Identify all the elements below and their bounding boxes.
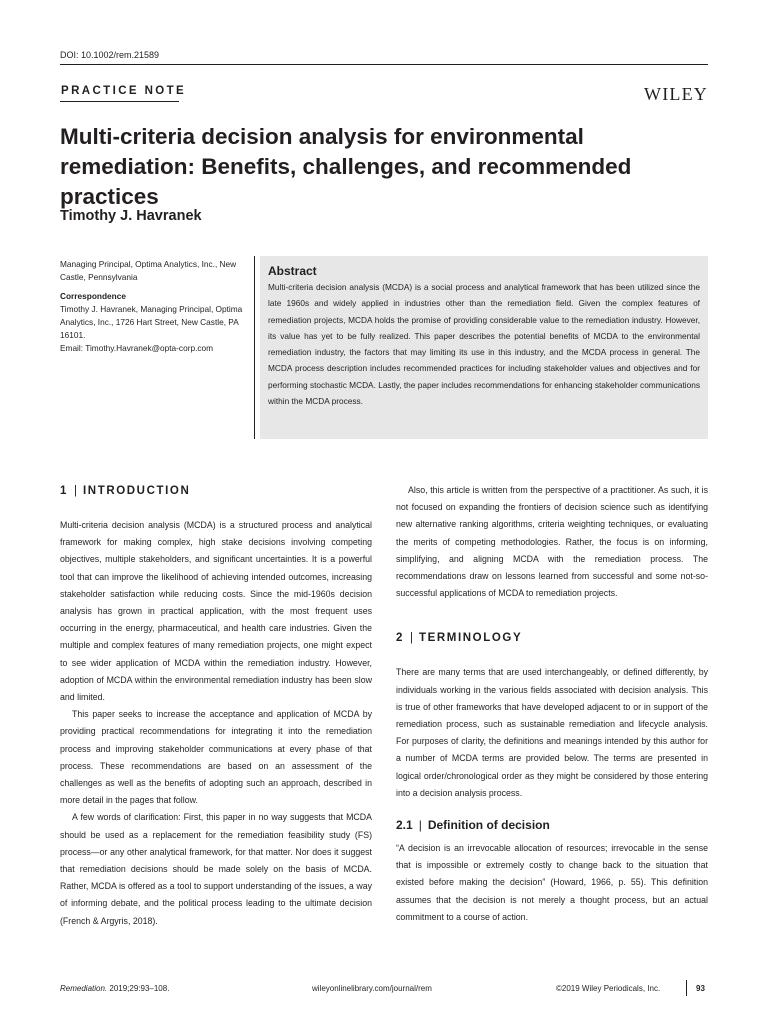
header-rule xyxy=(60,64,708,65)
correspondence-email: Email: Timothy.Havranek@opta-corp.com xyxy=(60,343,214,353)
heading-separator: | xyxy=(74,485,77,497)
section-heading-terminology xyxy=(396,629,708,647)
heading-separator: | xyxy=(418,818,422,833)
doi-text: DOI: 10.1002/rem.21589 xyxy=(60,50,160,60)
copyright-notice: ©2019 Wiley Periodicals, Inc. xyxy=(556,984,661,993)
right-column xyxy=(396,482,708,926)
subsection-title: Definition of decision xyxy=(427,818,550,833)
badge-underline xyxy=(60,101,179,102)
page-number: 93 xyxy=(696,984,705,993)
body-paragraph: There are many terms that are used interchangeably, or defined differently, by individuals working in the various fields associated with decision analysis. This is true of other frameworks that have developed adjacent to or in support of the remediation process, such as sustainable remediation and lifecycle analysis. For purposes of clarity, the definitions and meanings intended by this author for a number of MCDA terms are provided below. The terms are presented in logical order/chronological order as they might be considered by those entering into a decision analysis process. xyxy=(396,667,708,798)
footer-citation xyxy=(60,984,169,993)
section-heading-introduction xyxy=(60,482,372,500)
journal-name: Remediation. xyxy=(60,984,108,993)
author-name: Timothy J. Havranek xyxy=(60,208,202,224)
journal-website: wileyonlinelibrary.com/journal/rem xyxy=(312,984,432,993)
subsection-number: 2.1 xyxy=(396,818,413,833)
affiliation-divider xyxy=(254,256,255,439)
correspondence-label: Correspondence xyxy=(60,291,126,301)
footer-divider xyxy=(686,980,687,996)
body-paragraph: Also, this article is written from the perspective of a practitioner. As such, it is not focused on expanding the frontiers of decision science such as identifying new alternative ranking algorithms, criteria weighting techniques, or evaluating the merits of competing methodologies. Rather, the focus is on informing, simplifying, and aligning MCDA with the remediation process. The recommendations draw on lessons learned from successful and some not-so-successful applications of MCDA to remediation projects. xyxy=(396,485,708,599)
affiliation-block xyxy=(60,258,250,355)
section-number: 1 xyxy=(60,485,68,497)
correspondence-text: Timothy J. Havranek, Managing Principal, Optima Analytics, Inc., 1726 Hart Street, New Castle, PA 16101. xyxy=(60,304,243,340)
body-paragraph: A few words of clarification: First, this paper in no way suggests that MCDA should be used as a replacement for the remediation feasibility study (FS) process—or any other analytical framework, for that matter. Nor does it suggest that remediation decisions should be made solely on the basis of MCDA. Rather, MCDA is offered as a tool to support understanding of the issues, a way of informing debate, and the political process leading to the ultimate decision (French & Argyris, 2018). xyxy=(60,812,372,926)
section-title: INTRODUCTION xyxy=(83,485,191,497)
heading-separator: | xyxy=(410,632,413,645)
section-title: TERMINOLOGY xyxy=(419,632,523,645)
body-paragraph: This paper seeks to increase the acceptance and application of MCDA by providing practical recommendations for integrating it into the remediation process and improving stakeholder communications at every phase of that process. These recommendations are based on an assessment of the challenges as well as the benefits of adopting such an approach, described in more detail in the pages that follow. xyxy=(60,709,372,806)
section-number: 2 xyxy=(396,632,404,645)
article-type-badge: PRACTICE NOTE xyxy=(61,85,187,97)
subsection-heading-definition xyxy=(396,816,708,834)
left-column xyxy=(60,482,372,930)
abstract-text: Multi-criteria decision analysis (MCDA) is a social process and analytical framework that has been utilized since the late 1960s and widely applied in industries other than the remediation field. Given the complex features of remediation projects, MCDA holds the promise of providing considerable value to the remediation industry. However, its value has yet to be fully realized. This paper describes the potential benefits of MCDA to the environmental remediation industry, the factors that may limiting its use in this industry, and the MCDA process in general. The MCDA process description includes recommended practices for including stakeholder values and objectives and for performing stochastic MCDA. Lastly, the paper includes recommendations for enhancing stakeholder communications within the MCDA process. xyxy=(268,282,700,407)
abstract-heading: Abstract xyxy=(268,264,317,278)
citation-details: 2019;29:93–108. xyxy=(107,984,170,993)
article-title: Multi-criteria decision analysis for environmental remediation: Benefits, challenges, and recommended practices xyxy=(60,124,632,209)
body-paragraph: “A decision is an irrevocable allocation of resources; irrevocable in the sense that is impossible or extremely costly to change back to the situation that existed before making the decision” (Howard, 1966, p. 55). This definition assumes that the decision is not merely a thought process, but an actual commitment to a course of action. xyxy=(396,843,708,922)
body-paragraph: Multi-criteria decision analysis (MCDA) is a structured process and analytical framework for making complex, high stake decisions involving competing objectives, multiple stakeholders, and significant uncertainties. It is a powerful tool that can improve the likelihood of achieving intended outcomes, increasing stakeholder satisfaction while reducing costs. Since the mid-1960s decision analysis has grown in practical application, with the most frequent uses occurring in the energy, pharmaceutical, and health care industries. Given the multiple and complex features of many remediation projects, one might expect to see wider application of MCDA within the remediation industry. However, adoption of MCDA within the environmental remediation industry has been slow and limited. xyxy=(60,520,372,703)
affiliation-text: Managing Principal, Optima Analytics, Inc., New Castle, Pennsylvania xyxy=(60,259,237,282)
publisher-logo: WILEY xyxy=(644,84,708,104)
abstract-box xyxy=(260,256,708,439)
